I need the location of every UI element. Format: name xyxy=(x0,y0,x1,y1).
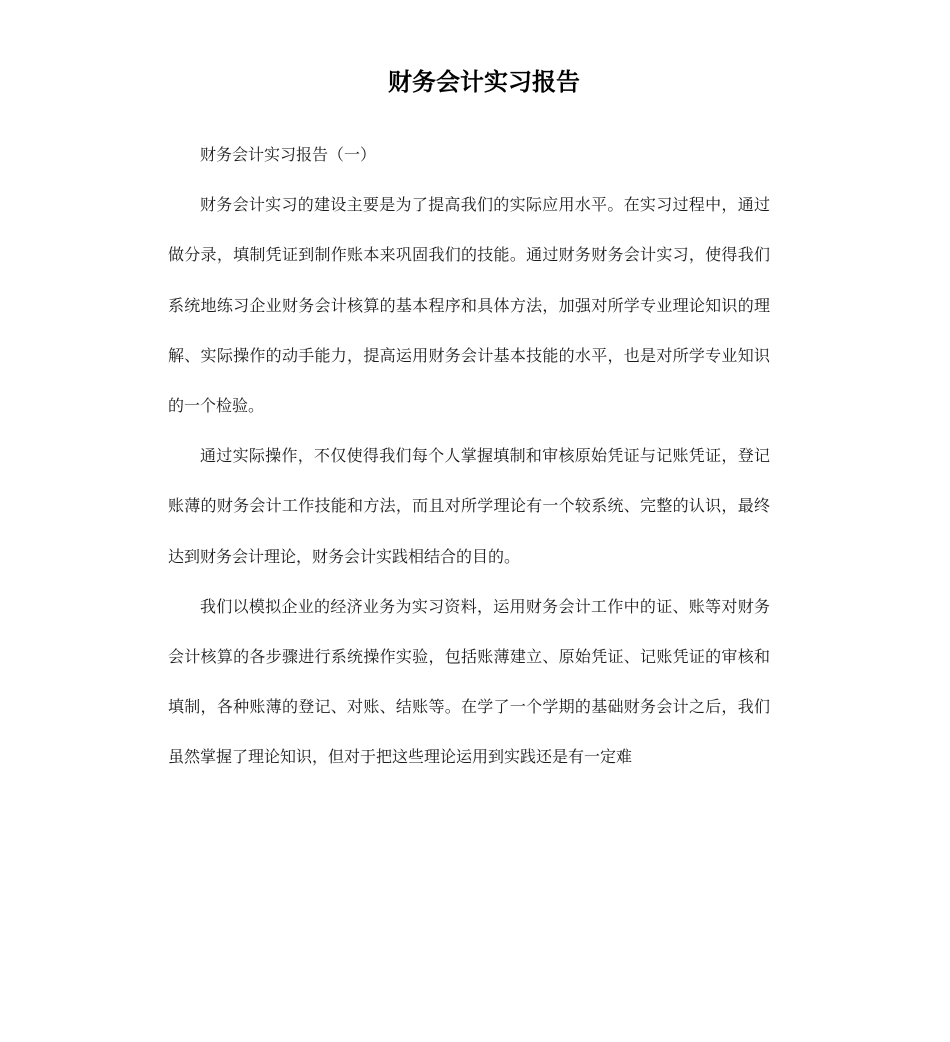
paragraph-3: 我们以模拟企业的经济业务为实习资料，运用财务会计工作中的证、账等对财务会计核算的各步骤进行系统操作实验，包括账薄建立、原始凭证、记账凭证的审核和填制，各种账薄的登记、对账、结账等。在学了一个学期的基础财务会计之后，我们虽然掌握了理论知识，但对于把这些理论运用到实践还是有一定难 xyxy=(168,596,770,767)
paragraph-1: 财务会计实习的建设主要是为了提高我们的实际应用水平。在实习过程中，通过做分录，填制凭证到制作账本来巩固我们的技能。通过财务财务会计实习，使得我们系统地练习企业财务会计核算的基本程序和具体方法，加强对所学专业理论知识的理解、实际操作的动手能力，提高运用财务会计基本技能的水平，也是对所学专业知识的一个检验。 xyxy=(168,195,770,416)
paragraph-2: 通过实际操作，不仅使得我们每个人掌握填制和审核原始凭证与记账凭证，登记账薄的财务会计工作技能和方法，而且对所学理论有一个较系统、完整的认识，最终达到财务会计理论，财务会计实践相结合的目的。 xyxy=(168,446,770,566)
section-heading: 财务会计实习报告（一） xyxy=(200,145,377,164)
document-title: 财务会计实习报告 xyxy=(388,68,580,96)
document-body xyxy=(168,130,770,783)
